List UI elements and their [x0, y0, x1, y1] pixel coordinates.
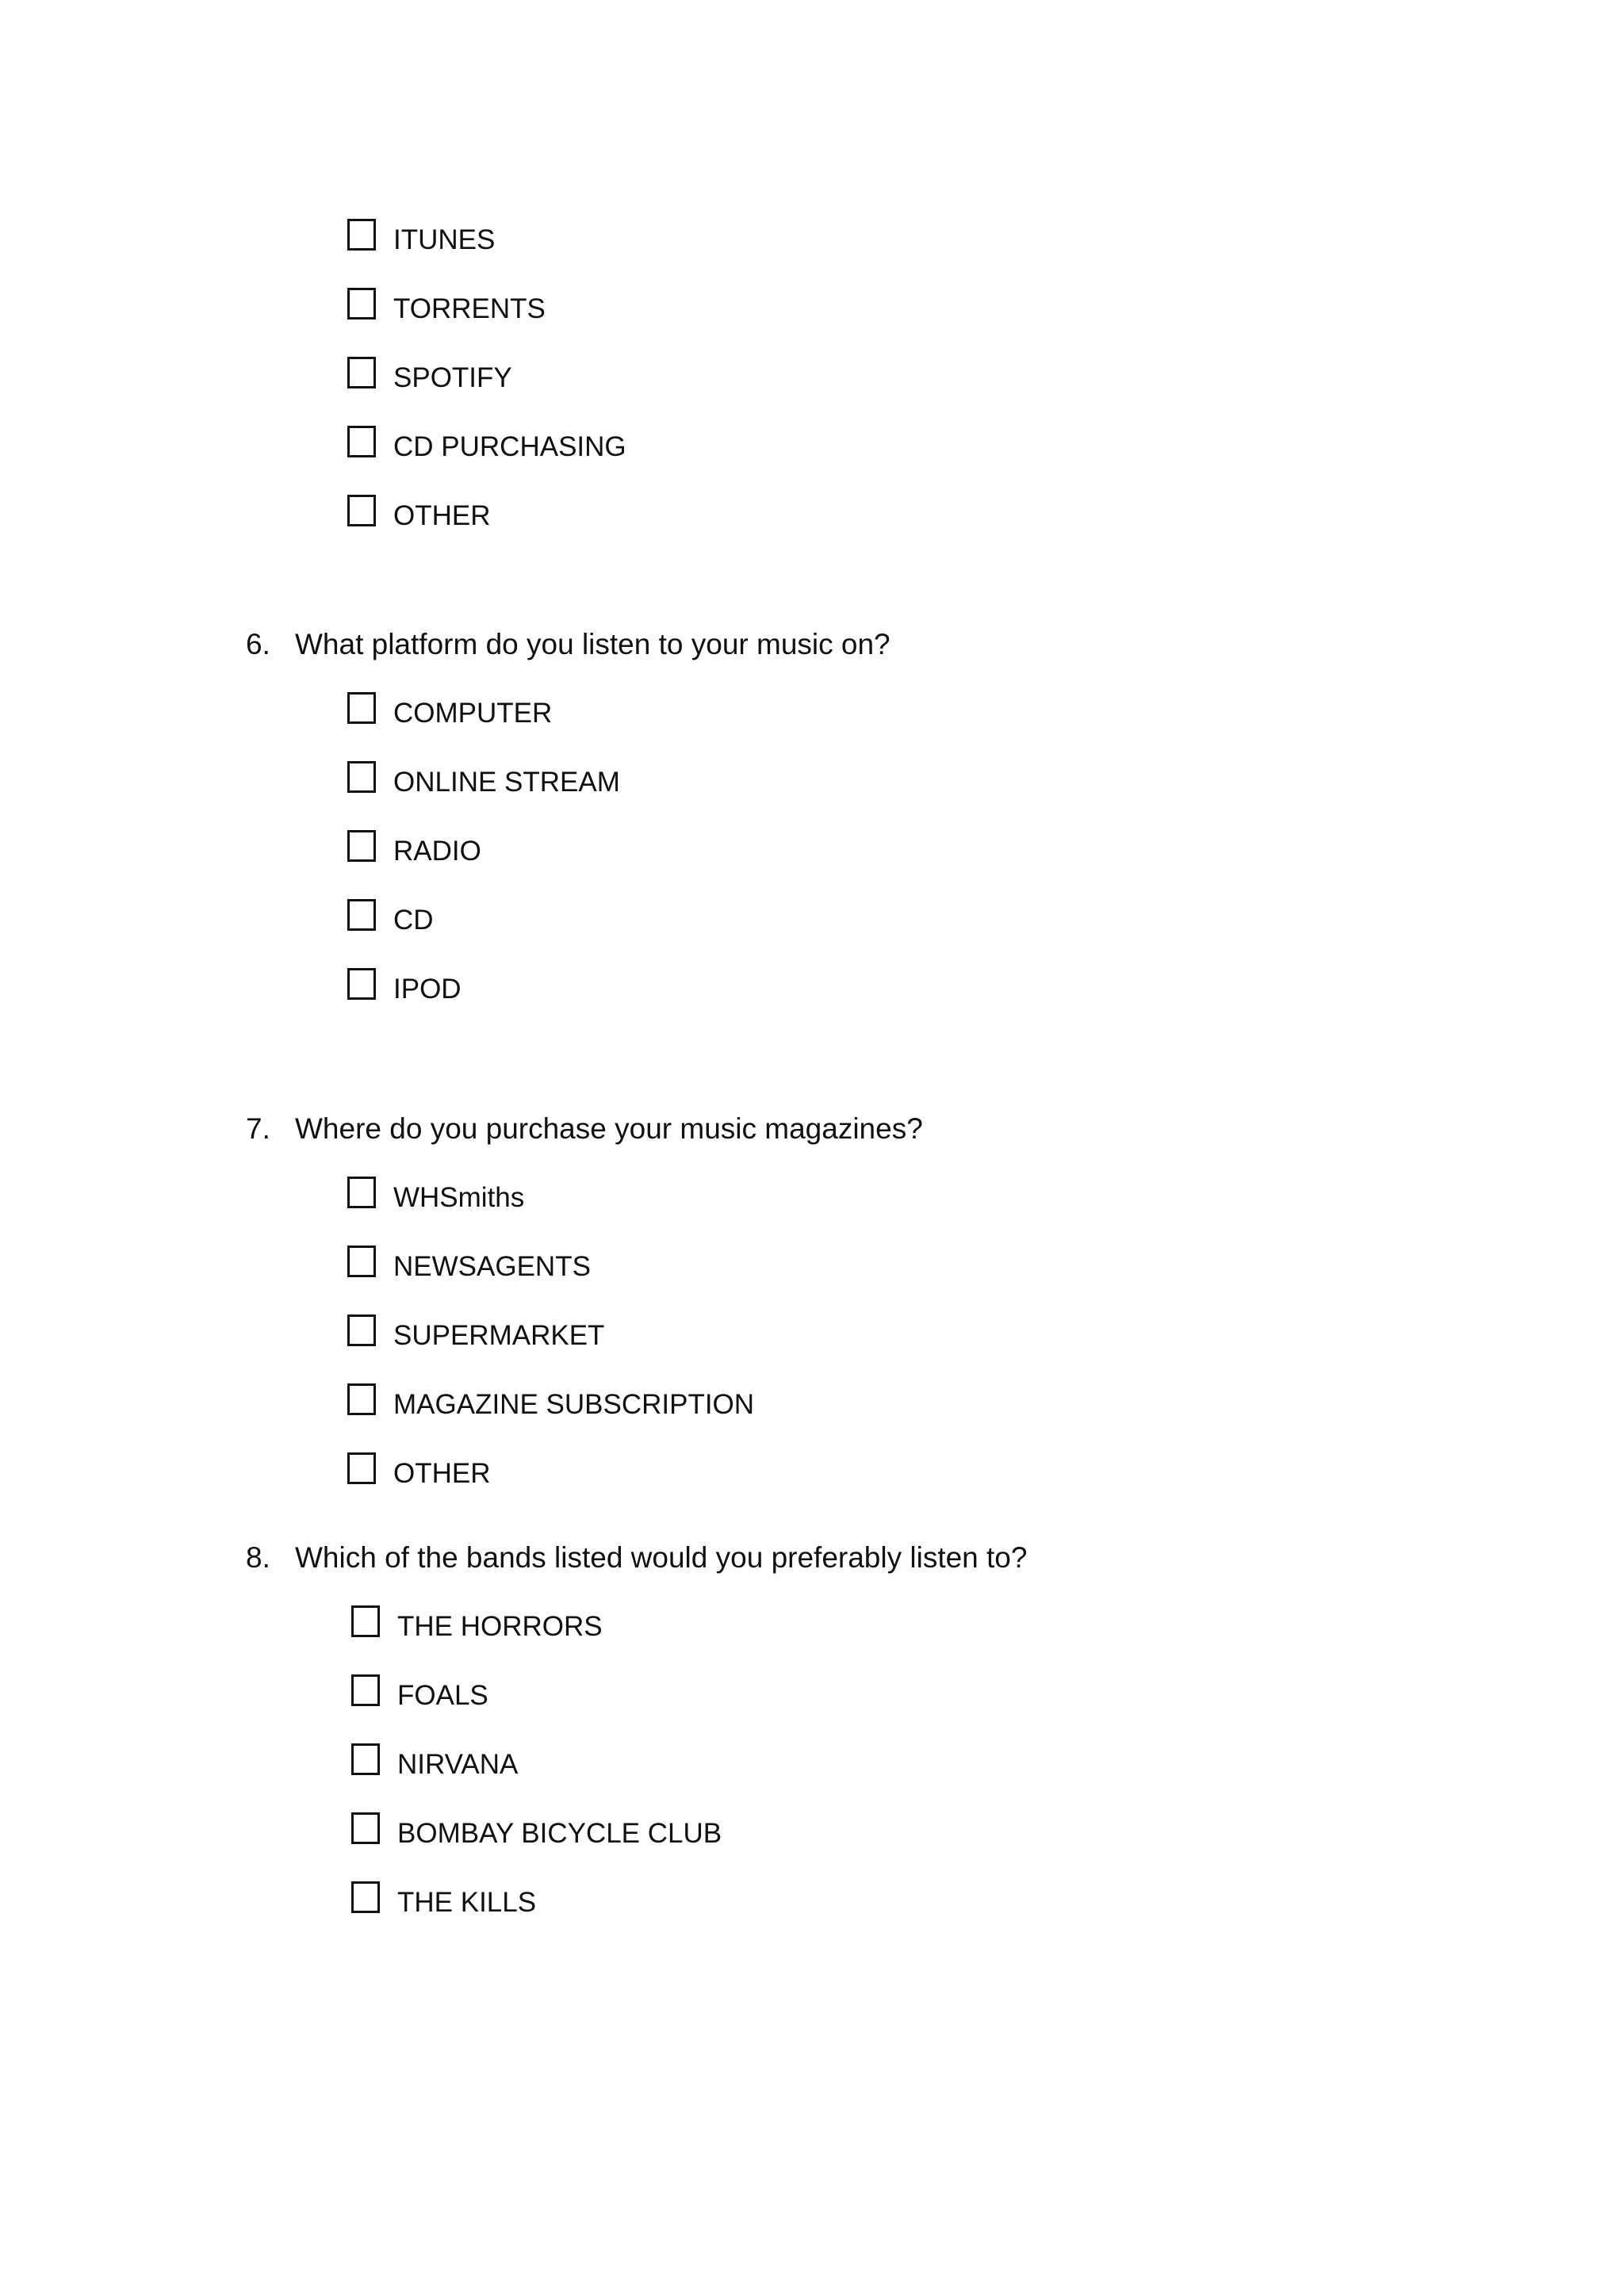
option-cd-purchasing[interactable]: [347, 423, 626, 471]
option-label: RADIO: [393, 836, 481, 867]
option-label: ONLINE STREAM: [393, 767, 620, 798]
option-label: SPOTIFY: [393, 362, 512, 393]
option-supermarket[interactable]: [347, 1312, 604, 1360]
question-number: 8.: [246, 1541, 270, 1574]
option-torrents[interactable]: [347, 285, 546, 333]
option-itunes[interactable]: [347, 216, 495, 264]
option-radio[interactable]: [347, 828, 481, 875]
option-magazine-subscription[interactable]: [347, 1381, 754, 1429]
option-foals[interactable]: [351, 1672, 488, 1720]
option-computer[interactable]: [347, 690, 552, 737]
option-nirvana[interactable]: [351, 1741, 518, 1789]
option-label: BOMBAY BICYCLE CLUB: [397, 1818, 722, 1849]
checkbox[interactable]: [347, 495, 376, 526]
option-label: WHSmiths: [393, 1182, 525, 1213]
option-other[interactable]: [347, 1450, 491, 1498]
checkbox[interactable]: [351, 1605, 380, 1637]
checkbox[interactable]: [347, 1383, 376, 1415]
question-6: [246, 621, 891, 668]
option-spotify[interactable]: [347, 354, 512, 402]
checkbox[interactable]: [351, 1743, 380, 1775]
option-ipod[interactable]: [347, 966, 462, 1013]
checkbox[interactable]: [347, 692, 376, 724]
option-label: OTHER: [393, 1458, 491, 1489]
option-label: NEWSAGENTS: [393, 1251, 591, 1282]
question-number: 6.: [246, 628, 270, 660]
option-the-kills[interactable]: [351, 1879, 536, 1927]
checkbox[interactable]: [347, 899, 376, 931]
checkbox[interactable]: [351, 1812, 380, 1844]
option-label: MAGAZINE SUBSCRIPTION: [393, 1389, 755, 1420]
option-whsmiths[interactable]: [347, 1174, 524, 1222]
question-number: 7.: [246, 1112, 270, 1145]
option-label: THE HORRORS: [397, 1611, 603, 1642]
checkbox[interactable]: [347, 1246, 376, 1277]
option-bombay-bicycle-club[interactable]: [351, 1810, 722, 1858]
checkbox[interactable]: [347, 1314, 376, 1346]
question-8: [246, 1534, 1027, 1582]
option-cd[interactable]: [347, 897, 434, 944]
question-text: Which of the bands listed would you preferably listen to?: [295, 1541, 1028, 1574]
option-label: TORRENTS: [393, 293, 546, 324]
checkbox[interactable]: [347, 830, 376, 862]
option-label: ITUNES: [393, 224, 496, 255]
checkbox[interactable]: [347, 968, 376, 1000]
option-label: SUPERMARKET: [393, 1320, 605, 1351]
checkbox[interactable]: [347, 1177, 376, 1208]
checkbox[interactable]: [347, 357, 376, 388]
question-text: Where do you purchase your music magazines?: [295, 1112, 923, 1145]
option-label: COMPUTER: [393, 698, 553, 729]
option-label: CD: [393, 905, 434, 936]
option-newsagents[interactable]: [347, 1243, 591, 1291]
checkbox[interactable]: [347, 761, 376, 793]
option-online-stream[interactable]: [347, 759, 620, 806]
checkbox[interactable]: [347, 426, 376, 457]
checkbox[interactable]: [351, 1881, 380, 1913]
option-label: FOALS: [397, 1680, 488, 1711]
checkbox[interactable]: [347, 1452, 376, 1484]
option-label: CD PURCHASING: [393, 431, 626, 462]
option-label: IPOD: [393, 974, 462, 1004]
question-text: What platform do you listen to your music on?: [295, 628, 891, 660]
option-label: THE KILLS: [397, 1887, 537, 1918]
checkbox[interactable]: [351, 1674, 380, 1706]
checkbox[interactable]: [347, 219, 376, 251]
option-the-horrors[interactable]: [351, 1603, 603, 1651]
checkbox[interactable]: [347, 288, 376, 320]
option-label: OTHER: [393, 500, 491, 531]
option-label: NIRVANA: [397, 1749, 519, 1780]
option-other[interactable]: [347, 492, 491, 540]
question-7: [246, 1105, 923, 1153]
